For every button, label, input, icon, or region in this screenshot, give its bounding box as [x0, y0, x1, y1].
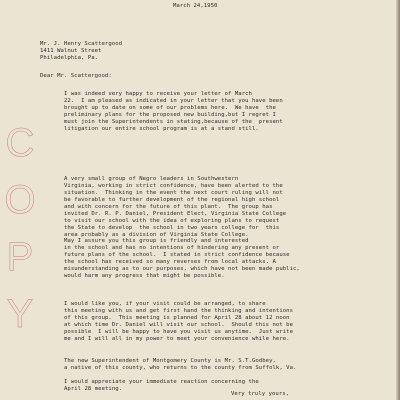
copy-stamp-letter: C [5, 121, 35, 165]
letter-date: March 24,1950 [173, 3, 218, 9]
recipient-address: Mr. J. Henry Scattergood 1411 Walnut Street Philadelphia, Pa. [40, 41, 123, 61]
copy-stamp-letter: P [6, 235, 34, 279]
copy-stamp-letter: O [4, 178, 36, 222]
paragraph-2: A very small group of Negro leaders in Southwestern Virginia, working in strict confidence, have been alerted to the situation. Thinking in the event the next court ruling will not be favorable to further development of the regional high school and with concern for the future of this plant. The group has invited Dr. R. P. Daniel, President Elect, Virginia State College to visit our school with the idea of exploring plans to request the State to develop the school in two years college for this area probably as a division of Virginia State College. [64, 176, 287, 238]
paragraph-6: I would appreciate your immediate reaction concerning the April 28 meeting. [64, 379, 259, 392]
paragraph-5: The new Superintendent of Montgomery County is Mr. S.T.Godbey, a native of this county, who returns to the county from Suffolk, Va. [64, 358, 297, 371]
copy-stamp [3, 115, 37, 343]
paragraph-1: I was indeed very happy to receive your letter of March 22. I am pleased as indicated in your letter that you have been brought up to date on some of our problems here. We have the preliminary plans for the proposed new building,but I regret I must join the Superintendents in stating,because of the present litigation our entire school program is at a stand still. [64, 91, 283, 132]
closing: Very truly yours, [231, 391, 290, 397]
page-edge-shadow [396, 0, 400, 400]
copy-stamp-letter: Y [6, 292, 34, 336]
salutation: Dear Mr. Scattergood: [40, 73, 112, 79]
paragraph-3: May I assure you this group is friendly and interested in the school and has no intentions of hindering any present or future plans of the school. I stated in strict confidence because the school has received so many reverses from local attacks. A misunderstanding as to our purposes, which have not been made public, would harm any progress that might be possible. [64, 238, 300, 279]
paragraph-4: I would like you, if your visit could be arranged, to share this meeting with us and get first hand the thinking and intentions of this group. This meeting is planned for April 28 about 12 noon at which time Dr. Daniel will visit our school. Should this not be possible I will be happy to have you visit us anytime. Just write me and I will all in my power to meet your convenience while here. [64, 301, 293, 342]
